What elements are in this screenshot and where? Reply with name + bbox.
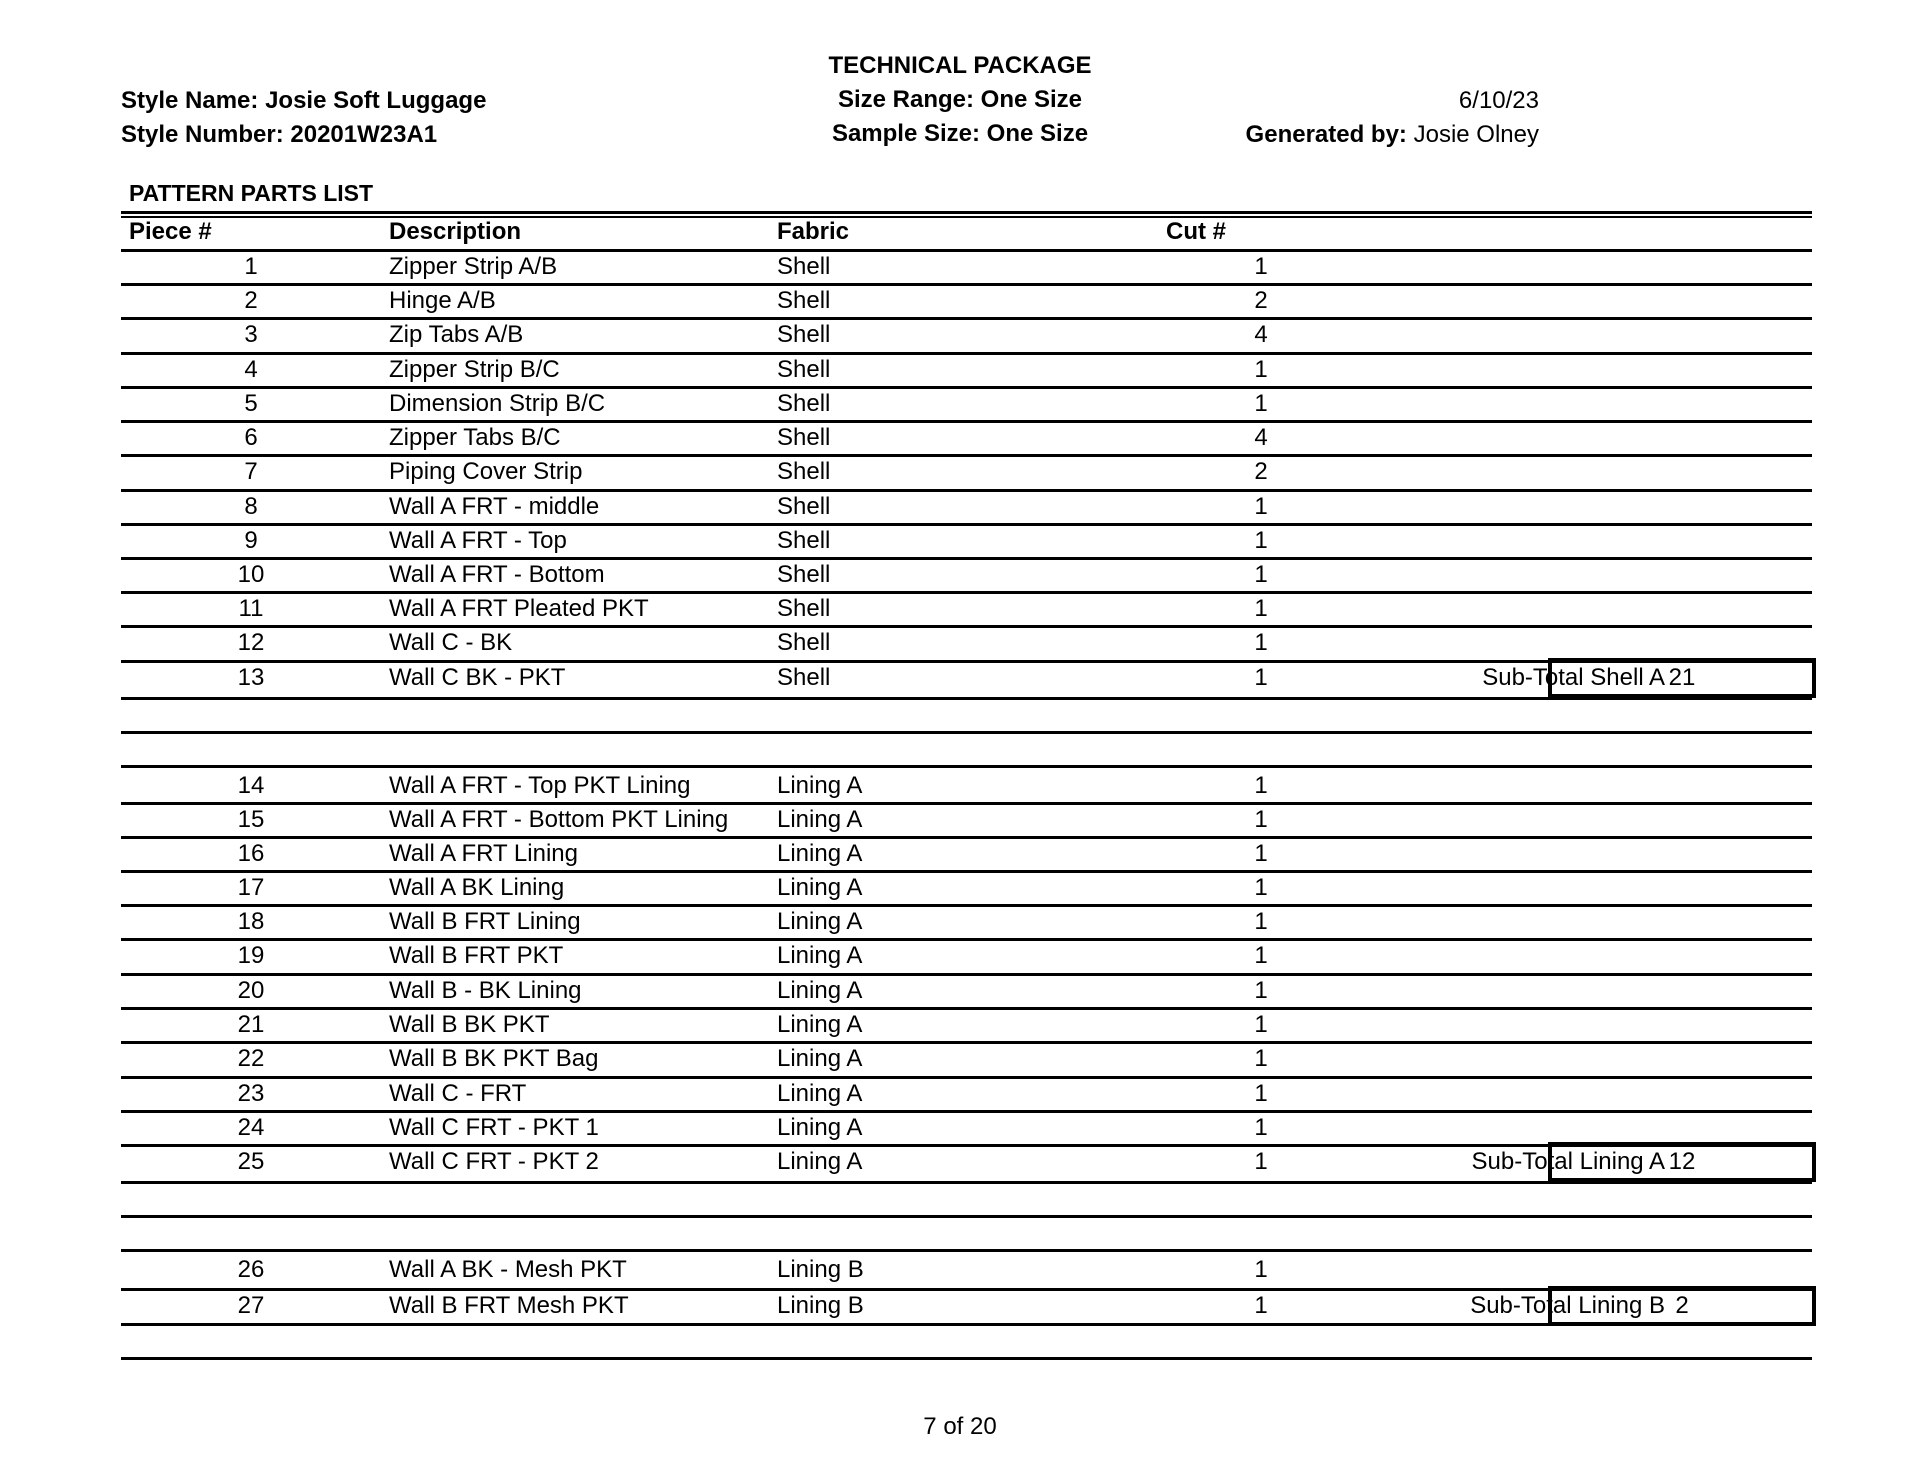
cut-cell: 1: [1254, 840, 1268, 867]
cut-cell: 1: [1254, 1114, 1268, 1141]
header-rule: [121, 216, 1812, 218]
table-row: [121, 354, 1812, 386]
description-cell: Wall A FRT - Bottom: [389, 561, 605, 588]
cut-cell: 1: [1254, 1045, 1268, 1072]
style-number-value: 20201W23A1: [290, 121, 438, 148]
generated-by-value: Josie Olney: [1413, 121, 1539, 148]
description-cell: Wall B - BK Lining: [389, 977, 582, 1004]
cut-cell: 1: [1254, 595, 1268, 622]
table-row: [121, 319, 1812, 351]
fabric-cell: Shell: [777, 527, 831, 554]
fabric-cell: Lining A: [777, 1045, 863, 1072]
subtotal-label: Sub-Total Lining B: [1470, 1292, 1665, 1319]
description-cell: Wall C FRT - PKT 1: [389, 1114, 599, 1141]
fabric-cell: Shell: [777, 390, 831, 417]
description-cell: Wall B FRT Mesh PKT: [389, 1292, 629, 1319]
cut-cell: 1: [1254, 1256, 1268, 1283]
table-row: [121, 388, 1812, 420]
description-cell: Zipper Tabs B/C: [389, 424, 561, 451]
fabric-cell: Shell: [777, 458, 831, 485]
fabric-cell: Shell: [777, 287, 831, 314]
column-header-cut: Cut #: [1166, 218, 1226, 245]
description-cell: Wall C FRT - PKT 2: [389, 1148, 599, 1175]
description-cell: Wall A FRT - Top PKT Lining: [389, 772, 691, 799]
piece-cell: 21: [237, 1011, 265, 1038]
description-cell: Wall C - FRT: [389, 1080, 527, 1107]
description-cell: Wall B FRT Lining: [389, 908, 581, 935]
description-cell: Piping Cover Strip: [389, 458, 583, 485]
table-row: [121, 804, 1812, 836]
cut-cell: 4: [1254, 424, 1268, 451]
column-header-piece: Piece #: [129, 218, 212, 245]
cut-cell: 1: [1254, 390, 1268, 417]
cut-cell: 1: [1254, 1292, 1268, 1319]
piece-cell: 26: [237, 1256, 265, 1283]
fabric-cell: Lining A: [777, 874, 863, 901]
description-cell: Wall B BK PKT Bag: [389, 1045, 599, 1072]
description-cell: Zipper Strip B/C: [389, 356, 560, 383]
description-cell: Wall A FRT Lining: [389, 840, 578, 867]
table-row: [121, 940, 1812, 972]
fabric-cell: Shell: [777, 595, 831, 622]
cut-cell: 1: [1254, 908, 1268, 935]
fabric-cell: Shell: [777, 561, 831, 588]
table-row: [121, 491, 1812, 523]
subtotal-value-box: 2: [1548, 1286, 1816, 1326]
page-number: 7 of 20: [923, 1413, 997, 1440]
fabric-cell: Shell: [777, 253, 831, 280]
column-header-description: Description: [389, 218, 522, 245]
cut-cell: 1: [1254, 493, 1268, 520]
fabric-cell: Shell: [777, 664, 831, 691]
cut-cell: 1: [1254, 806, 1268, 833]
fabric-cell: Lining B: [777, 1292, 864, 1319]
subtotal-value-box: 21: [1548, 658, 1816, 698]
document-title: TECHNICAL PACKAGE: [828, 52, 1092, 79]
piece-cell: 23: [237, 1080, 265, 1107]
piece-cell: 18: [237, 908, 265, 935]
description-cell: Wall A FRT - Top: [389, 527, 567, 554]
row-rule: [121, 1357, 1812, 1360]
row-rule: [121, 765, 1812, 768]
cut-cell: 1: [1254, 1080, 1268, 1107]
generation-info: [1246, 84, 1539, 152]
table-row: [121, 1078, 1812, 1110]
cut-cell: 1: [1254, 561, 1268, 588]
piece-cell: 4: [244, 356, 258, 383]
generated-by-line: [1246, 118, 1539, 152]
row-rule: [121, 1215, 1812, 1218]
fabric-cell: Shell: [777, 424, 831, 451]
table-row: [121, 285, 1812, 317]
cut-cell: 1: [1254, 1011, 1268, 1038]
piece-cell: 17: [237, 874, 265, 901]
subtotal-label: Sub-Total Lining A: [1471, 1148, 1665, 1175]
cut-cell: 1: [1254, 772, 1268, 799]
fabric-cell: Lining A: [777, 1011, 863, 1038]
table-row: [121, 1112, 1812, 1144]
table-row: [121, 1043, 1812, 1075]
fabric-cell: Lining A: [777, 908, 863, 935]
table-row: [121, 872, 1812, 904]
piece-cell: 8: [244, 493, 258, 520]
table-row: [121, 525, 1812, 557]
piece-cell: 13: [237, 664, 265, 691]
piece-cell: 5: [244, 390, 258, 417]
column-header-fabric: Fabric: [777, 218, 850, 245]
table-row: [121, 627, 1812, 659]
description-cell: Wall C BK - PKT: [389, 664, 566, 691]
style-name-value: Josie Soft Luggage: [265, 87, 487, 114]
cut-cell: 1: [1254, 942, 1268, 969]
description-cell: Wall A BK - Mesh PKT: [389, 1256, 627, 1283]
fabric-cell: Lining A: [777, 772, 863, 799]
table-row: [121, 422, 1812, 454]
description-cell: Wall C - BK: [389, 629, 513, 656]
table-row: [121, 251, 1812, 283]
piece-cell: 22: [237, 1045, 265, 1072]
table-row: [121, 559, 1812, 591]
fabric-cell: Lining A: [777, 1080, 863, 1107]
description-cell: Wall A BK Lining: [389, 874, 565, 901]
fabric-cell: Lining A: [777, 1114, 863, 1141]
section-title: PATTERN PARTS LIST: [129, 180, 374, 206]
table-row: [121, 975, 1812, 1007]
piece-cell: 16: [237, 840, 265, 867]
cut-cell: 2: [1254, 287, 1268, 314]
subtotal-label: Sub-Total Shell A: [1482, 664, 1665, 691]
fabric-cell: Lining A: [777, 840, 863, 867]
piece-cell: 6: [244, 424, 258, 451]
description-cell: Wall B FRT PKT: [389, 942, 564, 969]
fabric-cell: Shell: [777, 629, 831, 656]
piece-cell: 11: [238, 595, 264, 622]
table-row: [121, 838, 1812, 870]
cut-cell: 1: [1254, 977, 1268, 1004]
table-row: [121, 770, 1812, 802]
size-range: Size Range: One Size: [837, 86, 1083, 113]
description-cell: Wall B BK PKT: [389, 1011, 550, 1038]
description-cell: Wall A FRT - Bottom PKT Lining: [389, 806, 729, 833]
piece-cell: 7: [244, 458, 258, 485]
cut-cell: 1: [1254, 629, 1268, 656]
row-rule: [121, 1249, 1812, 1252]
header-rule: [121, 211, 1812, 214]
fabric-cell: Lining A: [777, 806, 863, 833]
cut-cell: 1: [1254, 527, 1268, 554]
style-number-label: Style Number:: [121, 121, 284, 148]
piece-cell: 1: [244, 253, 258, 280]
table-row: [121, 906, 1812, 938]
description-cell: Hinge A/B: [389, 287, 496, 314]
document-heading: [0, 49, 1920, 151]
piece-cell: 15: [237, 806, 265, 833]
sample-size: Sample Size: One Size: [831, 120, 1089, 147]
fabric-cell: Lining A: [777, 942, 863, 969]
table-row: [121, 593, 1812, 625]
piece-cell: 20: [237, 977, 265, 1004]
fabric-cell: Shell: [777, 493, 831, 520]
cut-cell: 1: [1254, 356, 1268, 383]
piece-cell: 24: [237, 1114, 265, 1141]
piece-cell: 12: [237, 629, 265, 656]
fabric-cell: Lining B: [777, 1256, 864, 1283]
piece-cell: 19: [237, 942, 265, 969]
row-rule: [121, 731, 1812, 734]
description-cell: Zip Tabs A/B: [389, 321, 524, 348]
piece-cell: 27: [237, 1292, 265, 1319]
fabric-cell: Shell: [777, 356, 831, 383]
description-cell: Wall A FRT Pleated PKT: [389, 595, 649, 622]
fabric-cell: Lining A: [777, 1148, 863, 1175]
fabric-cell: Lining A: [777, 977, 863, 1004]
table-row: [121, 1254, 1812, 1286]
table-row: [121, 1009, 1812, 1041]
cut-cell: 1: [1254, 874, 1268, 901]
piece-cell: 25: [237, 1148, 265, 1175]
piece-cell: 10: [237, 561, 265, 588]
cut-cell: 4: [1254, 321, 1268, 348]
cut-cell: 2: [1254, 458, 1268, 485]
piece-cell: 9: [244, 527, 258, 554]
piece-cell: 2: [244, 287, 258, 314]
generated-by-label: Generated by:: [1245, 121, 1407, 148]
piece-cell: 14: [237, 772, 265, 799]
document-date: 6/10/23: [1458, 87, 1539, 114]
description-cell: Dimension Strip B/C: [389, 390, 606, 417]
cut-cell: 1: [1254, 1148, 1268, 1175]
table-row: [121, 456, 1812, 488]
description-cell: Zipper Strip A/B: [389, 253, 558, 280]
description-cell: Wall A FRT - middle: [389, 493, 600, 520]
subtotal-value-box: 12: [1548, 1142, 1816, 1182]
style-name-label: Style Name:: [121, 87, 259, 114]
fabric-cell: Shell: [777, 321, 831, 348]
cut-cell: 1: [1254, 664, 1268, 691]
piece-cell: 3: [244, 321, 258, 348]
cut-cell: 1: [1254, 253, 1268, 280]
